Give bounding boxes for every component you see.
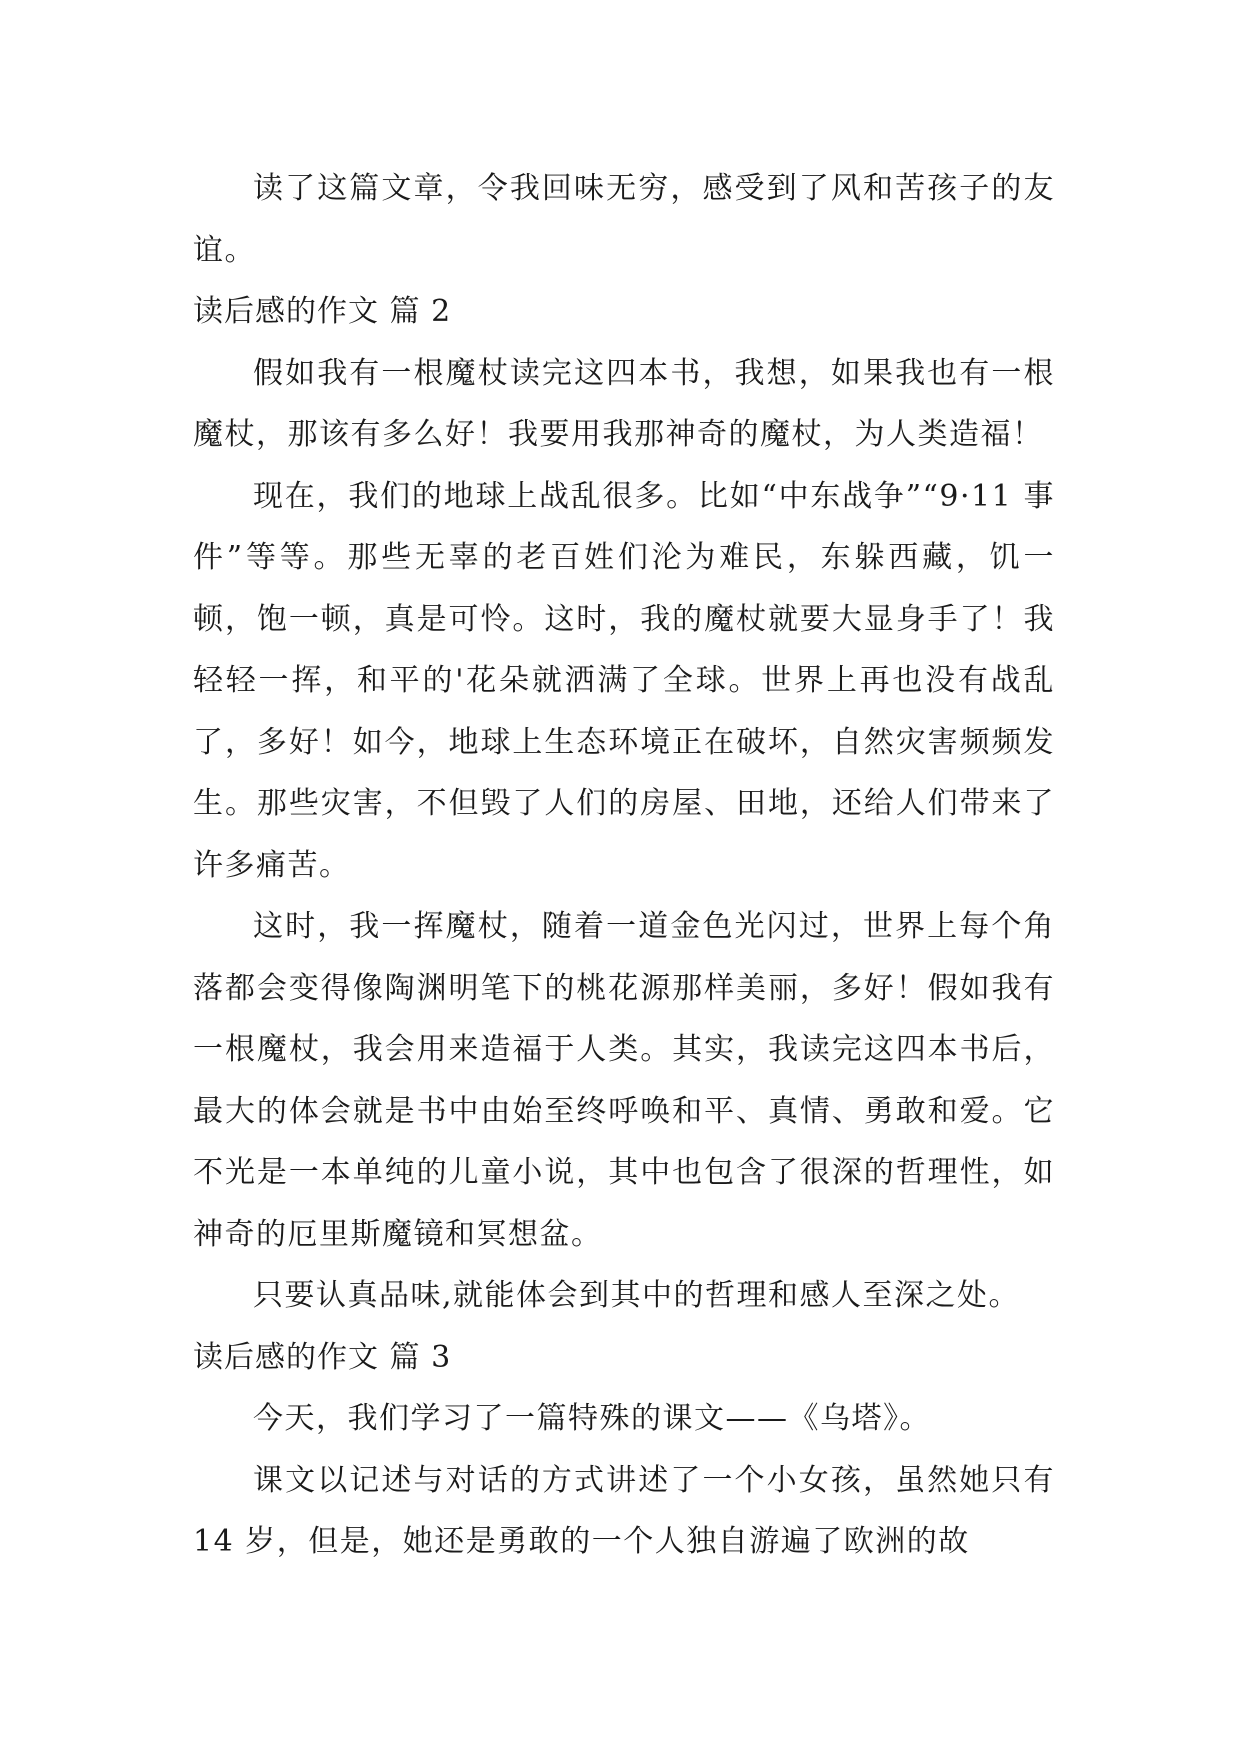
paragraph: 现在，我们的地球上战乱很多。比如“中东战争”“9·11 事件”等等。那些无辜的老百姓们沦为难民，东躲西藏，饥一顿，饱一顿，真是可怜。这时，我的魔杖就要大显身手了！我轻轻一挥，和平的'花朵就洒满了全球。世界上再也没有战乱了，多好！如今，地球上生态环境正在破坏，自然灾害频频发生。那些灾害，不但毁了人们的房屋、田地，还给人们带来了许多痛苦。 [193, 478, 1055, 883]
paragraph: 这时，我一挥魔杖，随着一道金色光闪过，世界上每个角落都会变得像陶渊明笔下的桃花源那样美丽，多好！假如我有一根魔杖，我会用来造福于人类。其实，我读完这四本书后，最大的体会就是书中由始至终呼唤和平、真情、勇敢和爱。它不光是一本单纯的儿童小说，其中也包含了很深的哲理性，如神奇的厄里斯魔镜和冥想盆。 [193, 909, 1055, 1252]
paragraph: 课文以记述与对话的方式讲述了一个小女孩，虽然她只有 14 岁，但是，她还是勇敢的一个人独自游遍了欧洲的故 [193, 1462, 1055, 1559]
section-heading: 读后感的作文 篇 3 [193, 1339, 452, 1375]
paragraph: 假如我有一根魔杖读完这四本书，我想，如果我也有一根魔杖，那该有多么好！我要用我那神奇的魔杖，为人类造福！ [193, 355, 1055, 452]
section-heading: 读后感的作文 篇 2 [193, 294, 452, 329]
paragraph: 只要认真品味,就能体会到其中的哲理和感人至深之处。 [253, 1278, 1021, 1313]
document-body [193, 158, 1055, 1573]
paragraph: 今天，我们学习了一篇特殊的课文——《乌塔》。 [253, 1401, 931, 1436]
paragraph: 读了这篇文章，令我回味无穷，感受到了风和苦孩子的友谊。 [193, 171, 1055, 268]
